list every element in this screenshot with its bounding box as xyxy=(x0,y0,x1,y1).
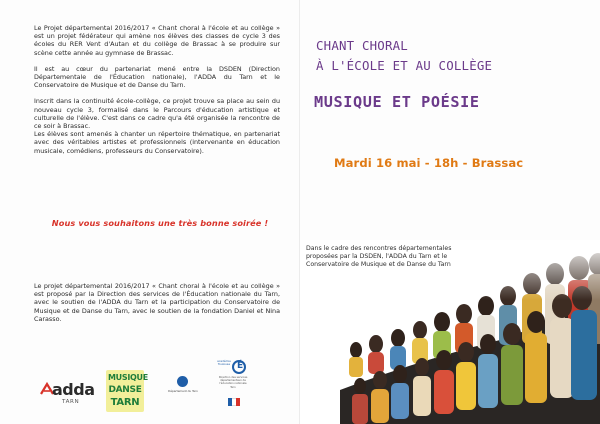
adda-subtitle: TARN xyxy=(62,399,80,405)
event-date-time-place: Mardi 16 mai - 18h - Brassac xyxy=(334,156,524,170)
adda-wordmark: adda xyxy=(52,380,95,399)
intro-paragraph-4: Les élèves sont amenés à chanter un répertoire thématique, en partenariat avec des véritables artistes et professionnels (intervenante en éducation musicale, comédiens, professeurs du Conservatoire). xyxy=(34,130,280,155)
departement-emblem-icon xyxy=(177,376,188,387)
title-ecole-college: À L'ÉCOLE ET AU COLLÈGE xyxy=(316,58,493,73)
academie-label: académie Toulouse xyxy=(217,359,231,367)
intro-text-block xyxy=(34,24,280,163)
education-e-icon: É xyxy=(232,360,246,374)
good-evening-wish: Nous vous souhaitons une très bonne soirée ! xyxy=(51,218,269,228)
dsden-logo-text: Direction des services départementaux de l'éducation nationale Tarn xyxy=(218,376,248,389)
title-chant-choral: CHANT CHORAL xyxy=(316,38,408,53)
photo-caption: Dans le cadre des rencontres départementales proposées par la DSDEN, l'ADDA du Tarn et le Conservatoire de Musique et de Danse du Tarn xyxy=(306,245,452,268)
project-credits-paragraph: Le projet départemental 2016/2017 « Chant choral à l'école et au collège » est proposé par la Direction des services de l'Éducation nationale du Tarn, avec le soutien de l'ADDA du Tarn et la participation du Conservatoire de Musique et de Danse du Tarn, avec le soutien de la fondation Daniel et Nina Carasso. xyxy=(34,282,280,323)
mdt-line-danse: DANSE xyxy=(108,385,142,395)
departement-tarn-logo xyxy=(166,376,200,410)
french-flag-icon xyxy=(228,398,240,406)
adda-tarn-logo xyxy=(40,378,100,408)
title-musique-poesie: MUSIQUE ET POÉSIE xyxy=(314,93,480,111)
intro-paragraph-3: Inscrit dans la continuité école-collège, ce projet trouve sa place au sein du nouveau cycle 3, formalisé dans le Parcours d'éducation artistique et culturelle de l'élève. C'est dans ce cadre qu'a été organisée la rencontre de ce soir à Brassac. xyxy=(34,97,280,131)
intro-paragraph-2: Il est au cœur du partenariat mené entre la DSDEN (Direction Départementale de l'Éducation nationale), l'ADDA du Tarn et le Conservatoire de Musique et de Danse du Tarn. xyxy=(34,64,280,90)
departement-logo-text: Département du Tarn xyxy=(168,389,198,393)
mdt-line-tarn: TARN xyxy=(110,397,140,408)
education-nationale-logo xyxy=(216,360,250,412)
partner-logos xyxy=(36,360,286,416)
mdt-line-musique: MUSIQUE xyxy=(108,373,148,382)
musique-danse-tarn-logo xyxy=(106,370,148,412)
intro-paragraph-1: Le Projet départemental 2016/2017 « Chant choral à l'école et au collège » est un projet fédérateur qui amène nos élèves des classes de cycle 3 des écoles du RER Vent d'Autan et du collège de Brassac à se produire sur scène cette année au gymnase de Brassac. xyxy=(34,24,280,57)
